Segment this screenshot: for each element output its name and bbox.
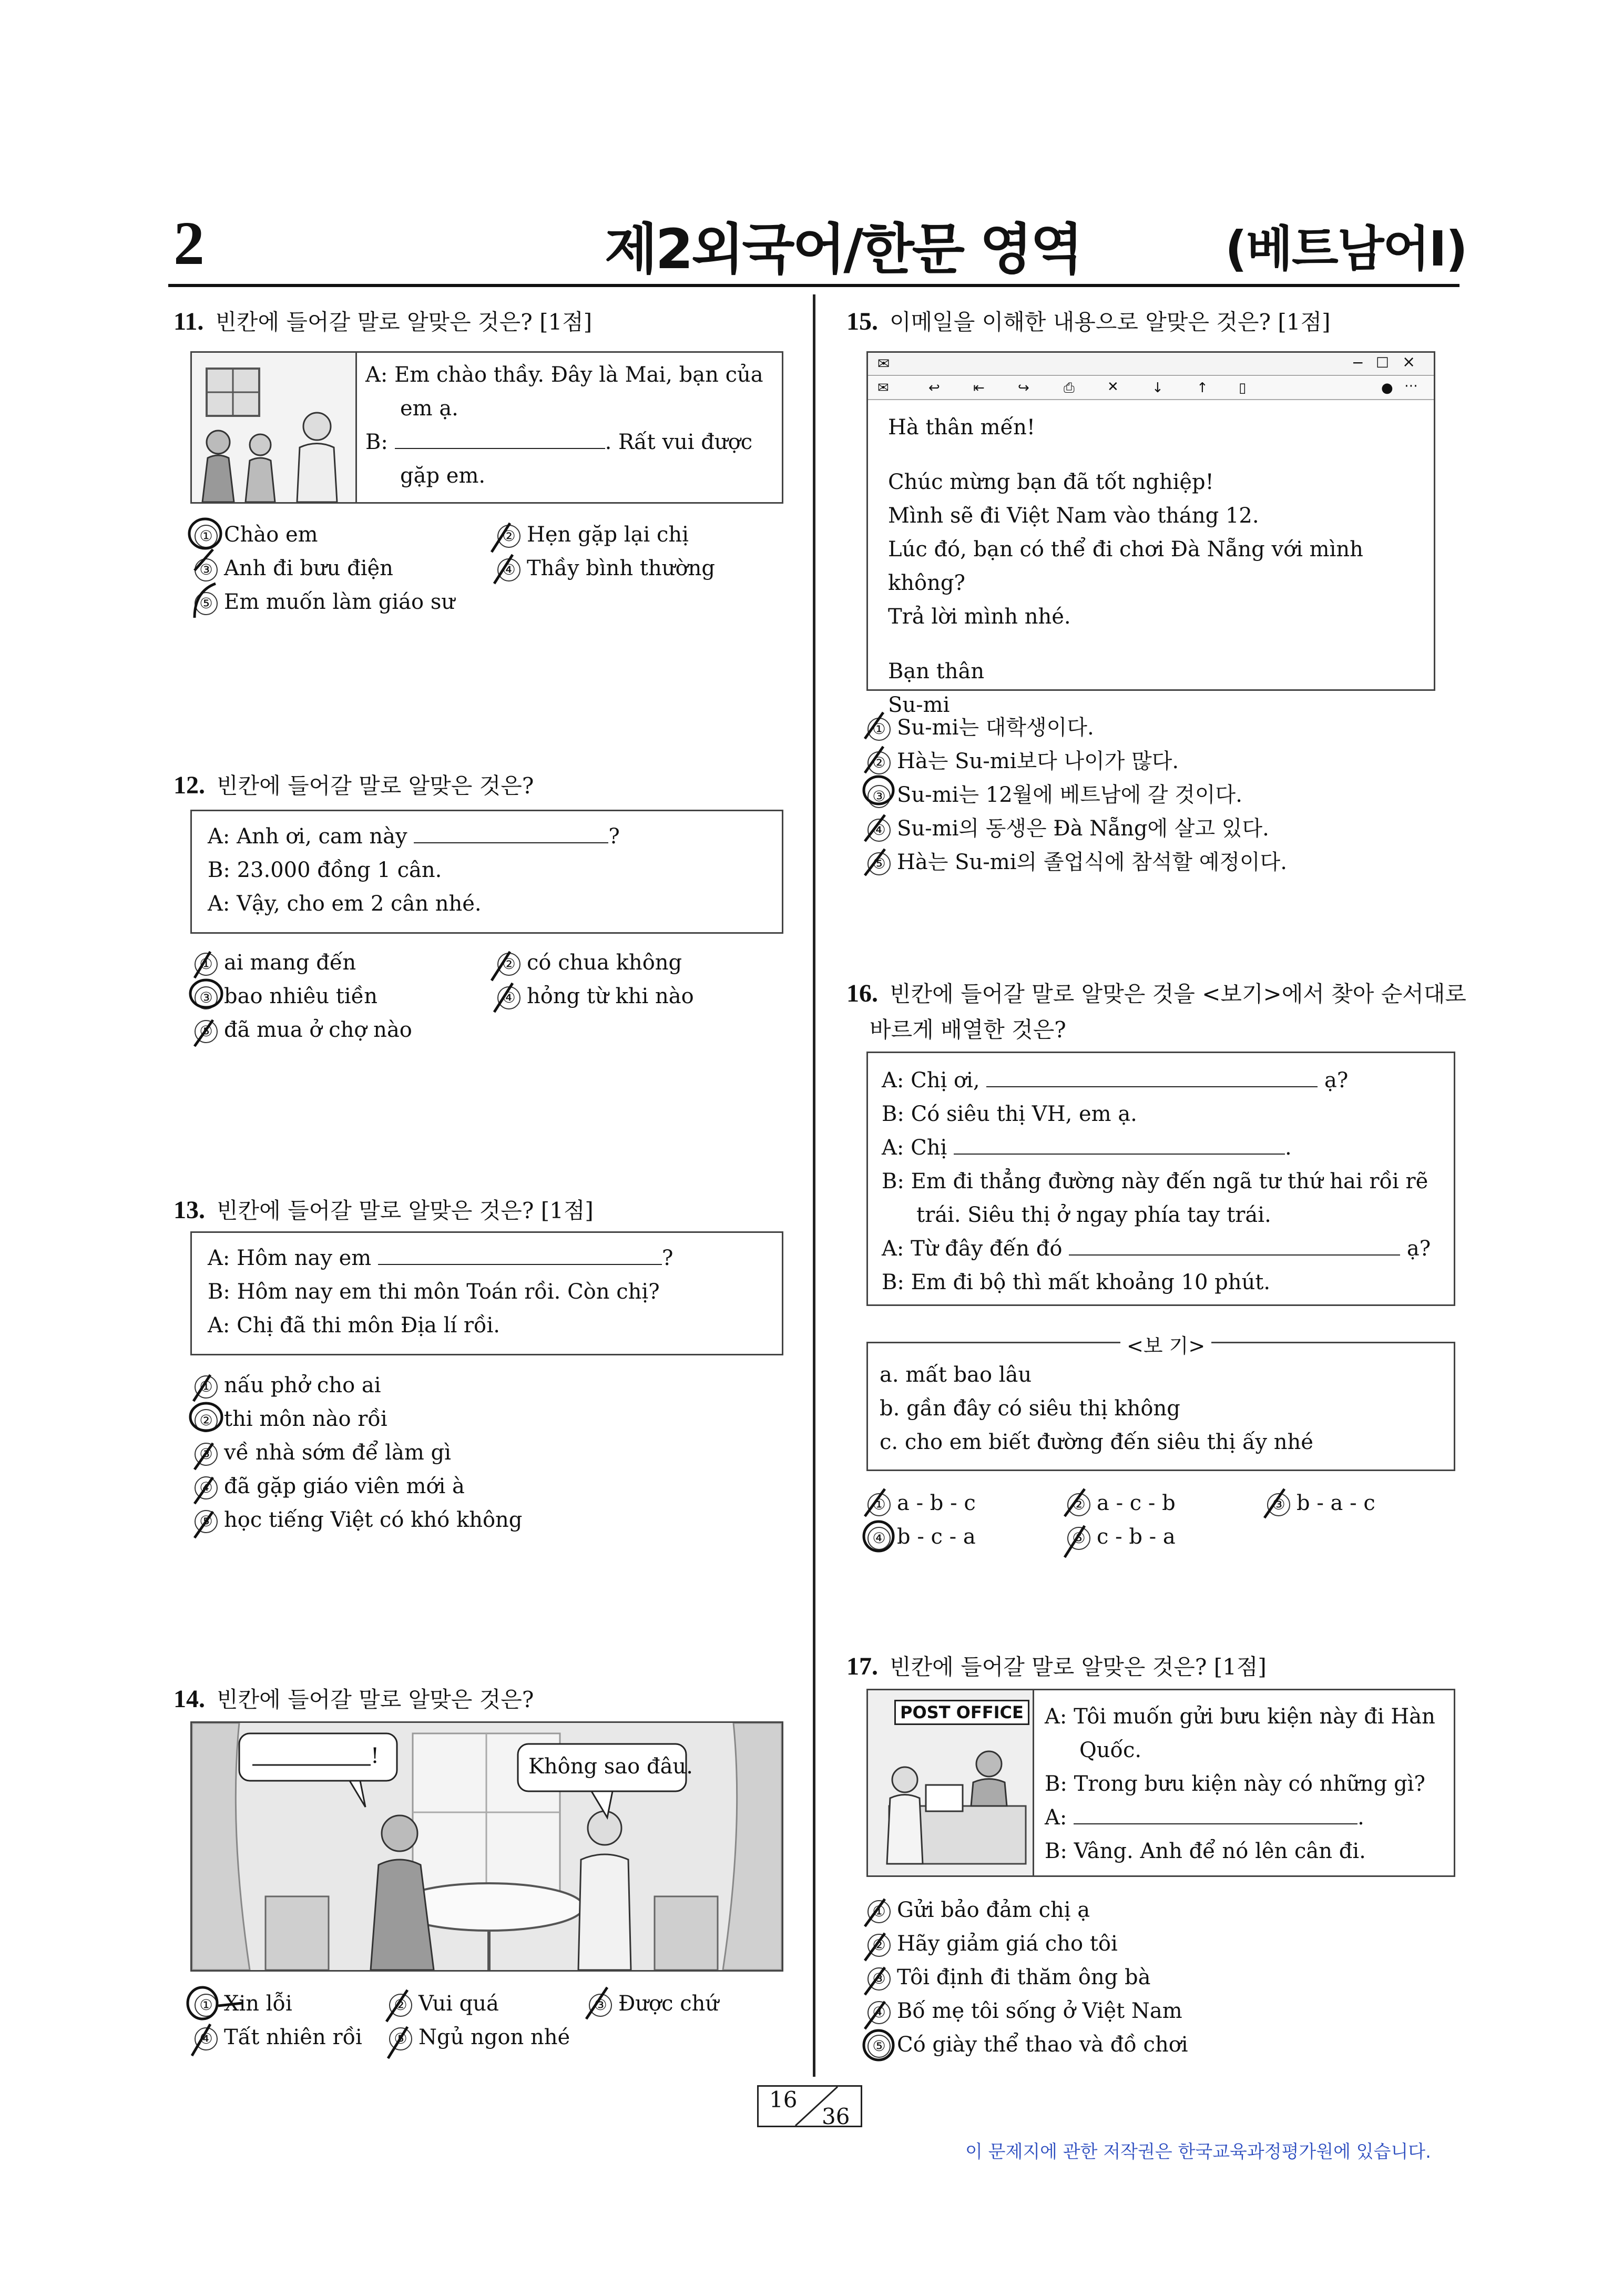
q13-choice-4[interactable]: ④ đã gặp giáo viên mới à [195,1474,465,1499]
delete-icon[interactable]: ✕ [1107,379,1119,395]
q16-choice-2[interactable]: ② a - c - b [1067,1491,1176,1516]
question-14-title: 14. 빈칸에 들어갈 말로 알맞은 것은? [173,1685,534,1713]
speaker-b: B: [365,430,388,454]
q12-choice-1[interactable]: ① ai mang đến [195,951,356,976]
q14-choice-5[interactable]: ⑤ Ngủ ngon nhé [389,2025,570,2050]
teacher-students-illustration [192,353,355,502]
more-icon[interactable]: ⋯ [1404,378,1418,394]
cafe-scene-illustration [192,1723,782,1970]
q12-choice-5[interactable]: ⑤ đã mua ở chợ nào [195,1018,412,1043]
question-12-title: 12. 빈칸에 들어갈 말로 알맞은 것은? [173,771,534,799]
q12-choice-4[interactable]: ④ hỏng từ khi nào [497,984,694,1009]
email-titlebar [868,353,1434,376]
q16-choice-4[interactable]: ④ b - c - a [867,1525,976,1550]
q15-choice-4[interactable]: ④ Su-mi의 동생은 Đà Nẵng에 살고 있다. [867,812,1269,842]
q13-choice-1[interactable]: ① nấu phở cho ai [195,1373,381,1399]
q17-choice-1[interactable]: ① Gửi bảo đảm chị ạ [867,1898,1090,1923]
q17-illustration [868,1690,1034,1875]
q17-choice-3[interactable]: ③ Tôi định đi thăm ông bà [867,1965,1150,1991]
q17-dialog: A: Tôi muốn gửi bưu kiện này đi Hàn Quốc. B: Trong bưu kiện này có những gì? A: . B: Vâng. Anh để nó lên cân đi. [1045,1705,1435,1863]
bubble-left-text: ! [371,1744,380,1768]
q13-dialog: A: Hôm nay em ? B: Hôm nay em thi môn Toán rồi. Còn chị? A: Chị đã thi môn Địa lí rồi. [208,1241,673,1342]
column-divider [813,294,815,2077]
page-current: 16 [769,2087,798,2113]
maximize-button[interactable]: □ [1376,354,1389,370]
print-icon[interactable]: ⎙ [1064,380,1075,396]
envelope-icon: ✉ [877,355,890,372]
close-button[interactable]: × [1402,353,1416,371]
q14-choice-4[interactable]: ④ Tất nhiên rồi [195,2025,362,2050]
dialog-line: . Rất vui được [605,430,753,454]
question-16-title: 16. 빈칸에 들어갈 말로 알맞은 것을 <보기>에서 찾아 순서대로 [846,979,1466,1007]
q12-choice-2[interactable]: ② có chua không [497,951,682,976]
dialog-line: Em chào thầy. Đây là Mai, bạn của [394,363,763,387]
dialog-line: em ạ. [400,396,458,421]
q16-dialog: A: Chị ơi, ạ? B: Có siêu thị VH, em ạ. A: Chị . B: Em đi thẳng đường này đến ngã tư thứ hai rồi rẽ trái. Siêu thị ở ngay phía tay trái. A: Từ đây đến đó ạ? B: Em đi bộ thì mất khoảng 10 phút. [882,1064,1431,1299]
header-rule [168,284,1459,287]
q16-choice-3[interactable]: ③ b - a - c [1267,1491,1375,1516]
q11-illustration [192,353,357,502]
q14-choice-3[interactable]: ③ Được chứ [589,1992,719,2017]
email-toolbar [868,377,1434,400]
question-15-title: 15. 이메일을 이해한 내용으로 알맞은 것은? [1점] [846,308,1331,335]
question-number: 11. [173,308,204,335]
language-label: (베트남어Ⅰ) [1225,221,1467,277]
section-title: 제2외국어/한문 영역 [605,217,1081,281]
q12-dialog-box [190,810,783,934]
page-counter [757,2085,862,2127]
q11-dialog [365,358,763,493]
q16-choice-1[interactable]: ① a - b - c [867,1491,976,1516]
answer-blank [414,822,608,843]
folder-icon[interactable]: ▯ [1239,380,1247,396]
q15-choice-5[interactable]: ⑤ Hà는 Su-mi의 졸업식에 참석할 예정이다. [867,845,1287,875]
q14-choice-1[interactable]: ① Xin lỗi [195,1992,292,2017]
q13-choice-2[interactable]: ② thi môn nào rồi [195,1407,387,1432]
q11-choice-2[interactable]: ② Hẹn gặp lại chị [497,523,689,548]
email-greeting: Hà thân mến! [888,415,1035,440]
post-office-sign: POST OFFICE [894,1700,1029,1725]
q15-choice-3[interactable]: ③ Su-mi는 12월에 베트남에 갈 것이다. [867,778,1242,808]
answer-blank [378,1244,662,1265]
inbox-icon[interactable]: ✉ [877,380,889,396]
reply-all-icon[interactable]: ⇤ [973,380,985,396]
question-prompt: 빈칸에 들어갈 말로 알맞은 것은? [1점] [215,309,593,335]
speaker-a: A: [365,363,388,387]
down-arrow-icon[interactable]: ↓ [1152,380,1163,396]
q15-choice-1[interactable]: ① Su-mi는 대학생이다. [867,711,1094,741]
q12-dialog: A: Anh ơi, cam này ? B: 23.000 đồng 1 cân. A: Vậy, cho em 2 cân nhé. [208,820,620,921]
email-window [866,351,1435,717]
q16-choice-5[interactable]: ⑤ c - b - a [1067,1525,1176,1550]
email-body: Hà thân mến! Chúc mừng bạn đã tốt nghiệp! Mình sẽ đi Việt Nam vào tháng 12. Lúc đó, bạn có thể đi chơi Đà Nẵng với mình không? Trả lời mình nhé. Bạn thân Su-mi [888,411,1434,722]
page-number: 2 [173,209,205,278]
page-total: 36 [822,2104,850,2129]
q14-illustration [190,1721,783,1972]
q13-dialog-box [190,1231,783,1355]
forward-icon[interactable]: ↪ [1018,380,1029,396]
question-17-title: 17. 빈칸에 들어갈 말로 알맞은 것은? [1점] [846,1652,1267,1680]
answer-blank [395,428,605,449]
reply-icon[interactable]: ↩ [928,380,940,396]
q11-dialog-box [190,351,783,504]
q14-choice-2[interactable]: ② Vui quá [389,1992,499,2017]
profile-icon[interactable]: ● [1381,380,1393,396]
copyright-notice: 이 문제지에 관한 저작권은 한국교육과정평가원에 있습니다. [965,2141,1431,2162]
question-13-title: 13. 빈칸에 들어갈 말로 알맞은 것은? [1점] [173,1196,594,1224]
q11-choice-1[interactable]: ① Chào em [195,523,318,548]
question-16-title-cont: 바르게 배열한 것은? [870,1017,1066,1043]
bogi-title: <보 기> [1120,1330,1211,1359]
q17-choice-2[interactable]: ② Hãy giảm giá cho tôi [867,1932,1118,1957]
dialog-line: gặp em. [400,464,486,488]
bogi-list: a. mất bao lâu b. gần đây có siêu thị không c. cho em biết đường đến siêu thị ấy nhé [880,1363,1313,1454]
question-11-title [173,305,592,336]
q17-choice-4[interactable]: ④ Bố mẹ tôi sống ở Việt Nam [867,1999,1182,2024]
q13-choice-3[interactable]: ③ về nhà sớm để làm gì [195,1441,451,1466]
q11-choice-4[interactable]: ④ Thầy bình thường [497,556,715,581]
q16-dialog-box [866,1052,1455,1306]
q11-choice-5[interactable]: ⑤ Em muốn làm giáo sư [195,590,455,615]
q11-choice-3[interactable]: ③ Anh đi bưu điện [195,556,393,581]
q13-choice-5[interactable]: ⑤ học tiếng Việt có khó không [195,1508,522,1533]
q12-choice-3[interactable]: ③ bao nhiêu tiền [195,984,377,1009]
bubble-right-text: Không sao đâu. [528,1754,693,1779]
minimize-button[interactable]: − [1352,354,1364,371]
email-sender: Su-mi [888,693,950,717]
bogi-box [866,1334,1455,1471]
q17-dialog-box [866,1689,1455,1877]
up-arrow-icon[interactable]: ↑ [1197,380,1208,396]
q15-choice-2[interactable]: ② Hà는 Su-mi보다 나이가 많다. [867,744,1179,774]
q17-choice-5[interactable]: ⑤ Có giày thể thao và đồ chơi [867,2033,1188,2058]
